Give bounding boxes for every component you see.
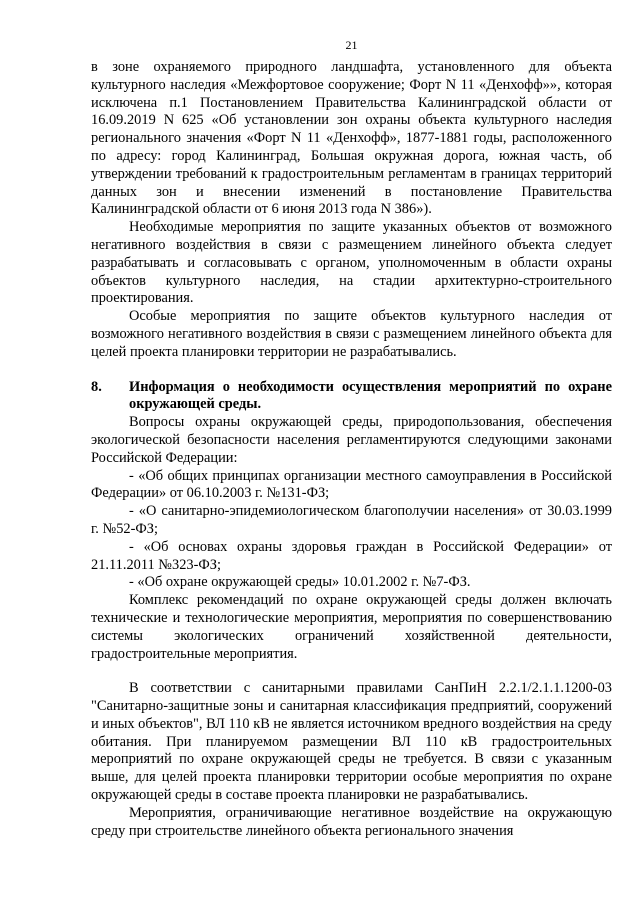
law-item: - «Об общих принципах организации местного самоуправления в Российской Федерации» от 06.10.2003 г. №131-ФЗ;	[91, 467, 612, 502]
paragraph-final: Мероприятия, ограничивающие негативное воздействие на окружающую среду при строительстве линейного объекта регионального значения	[91, 804, 612, 839]
law-item: - «Об охране окружающей среды» 10.01.2002 г. №7-ФЗ.	[129, 574, 471, 591]
section-title: Информация о необходимости осуществления мероприятий по охране окружающей среды.	[129, 378, 612, 413]
law-item: - «Об основах охраны здоровья граждан в Российской Федерации» от 21.11.2011 №323-ФЗ;	[91, 538, 612, 573]
paragraph-intro: Вопросы охраны окружающей среды, природопользования, обеспечения экологической безопасности населения регламентируются следующими законами Российской Федерации:	[91, 414, 612, 466]
paragraph-sanpin: В соответствии с санитарными правилами СанПиН 2.2.1/2.1.1.1200-03 "Санитарно-защитные зоны и санитарная классификация предприятий, сооружений и иных объектов", ВЛ 110 кВ не является источником вредного воздействия на среду обитания. При планируемом размещении ВЛ 110 кВ градостроительных мероприятий по охране окружающей среды не требуется. В связи с указанным выше, для целей проекта планировки территории особые мероприятия по охране окружающей среды в составе проекта планировки не разрабатывались.	[91, 680, 612, 804]
law-item: - «О санитарно-эпидемиологическом благополучии населения» от 30.03.1999 г. №52-ФЗ;	[91, 503, 612, 537]
spacer	[91, 362, 612, 379]
paragraph-complex: Комплекс рекомендаций по охране окружающей среды должен включать технические и технологические мероприятия, мероприятия по совершенствованию системы экологических ограничений хозяйственной деятельности, градостроительные мероприятия.	[91, 592, 612, 662]
section-heading	[91, 379, 612, 415]
paragraph-heritage-zone: в зоне охраняемого природного ландшафта, установленного для объекта культурного наследия «Межфортовое сооружение; Форт N 11 «Денхофф»», которая исключена п.1 Постановлением Правительства Калининградской области от 16.09.2019 N 625 «Об установлении зон охраны объекта культурного наследия регионального значения «Форт N 11 «Денхофф», 1877-1881 годы, расположенного по адресу: город Калининград, Большая окружная дорога, южная часть, об утверждении требований к градостроительным регламентам в границах территорий данных зон и внесении изменений в постановление Правительства Калининградской области от 6 июня 2013 года N 386»).	[91, 59, 612, 218]
section-number: 8.	[91, 378, 102, 395]
page-number: 21	[345, 38, 358, 52]
paragraph-special-measures: Особые мероприятия по защите объектов культурного наследия от возможного негативного воздействия в связи с размещением линейного объекта для целей проекта планировки территории не разрабатывались.	[91, 308, 612, 360]
spacer	[91, 663, 612, 680]
paragraph-protection-measures: Необходимые мероприятия по защите указанных объектов от возможного негативного воздействия в связи с размещением линейного объекта следует разрабатывать и согласовывать с органом, уполномоченным в области охраны объектов культурного наследия, на стадии архитектурно-строительного проектирования.	[91, 219, 612, 307]
